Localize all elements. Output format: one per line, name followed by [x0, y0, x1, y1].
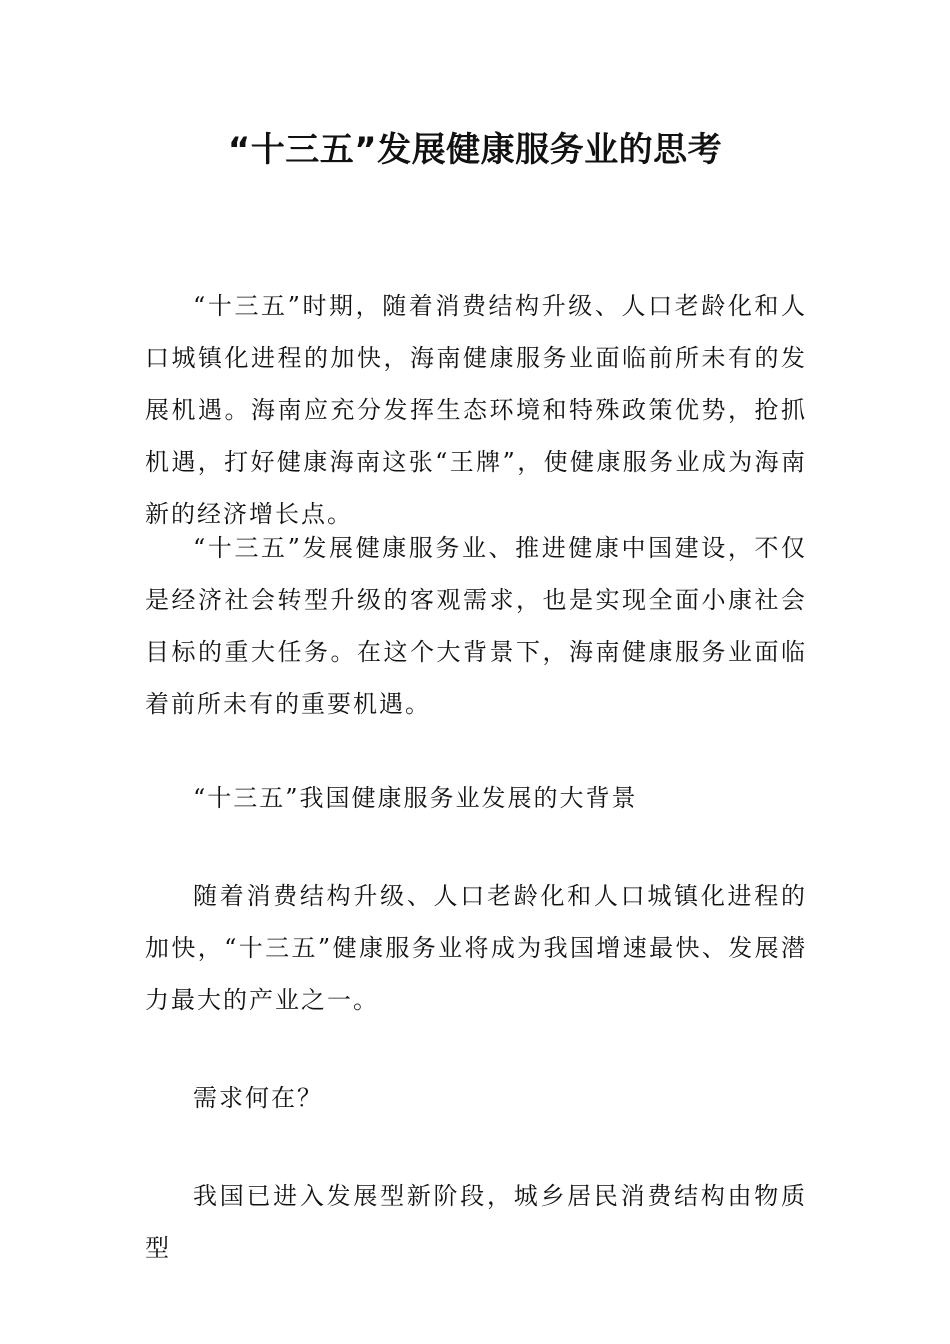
paragraph-growth: 随着消费结构升级、人口老龄化和人口城镇化进程的加快，“十三五”健康服务业将成为我国增速最快、发展潜力最大的产业之一。 [145, 882, 807, 1014]
paragraph-consumption: 我国已进入发展型新阶段，城乡居民消费结构由物质型 [145, 1182, 807, 1262]
paragraph-intro: “十三五”时期，随着消费结构升级、人口老龄化和人口城镇化进程的加快，海南健康服务业面临前所未有的发展机遇。海南应充分发挥生态环境和特殊政策优势，抢抓机遇，打好健康海南这张“王牌”，使健康服务业成为海南新的经济增长点。 [145, 292, 807, 528]
section-heading-background: “十三五”我国健康服务业发展的大背景 [193, 784, 638, 812]
paragraph-background: “十三五”发展健康服务业、推进健康中国建设，不仅是经济社会转型升级的客观需求，也是实现全面小康社会目标的重大任务。在这个大背景下，海南健康服务业面临着前所未有的重要机遇。 [145, 534, 807, 718]
document-title: “十三五”发展健康服务业的思考 [227, 130, 723, 170]
section-heading-demand: 需求何在？ [193, 1084, 323, 1112]
